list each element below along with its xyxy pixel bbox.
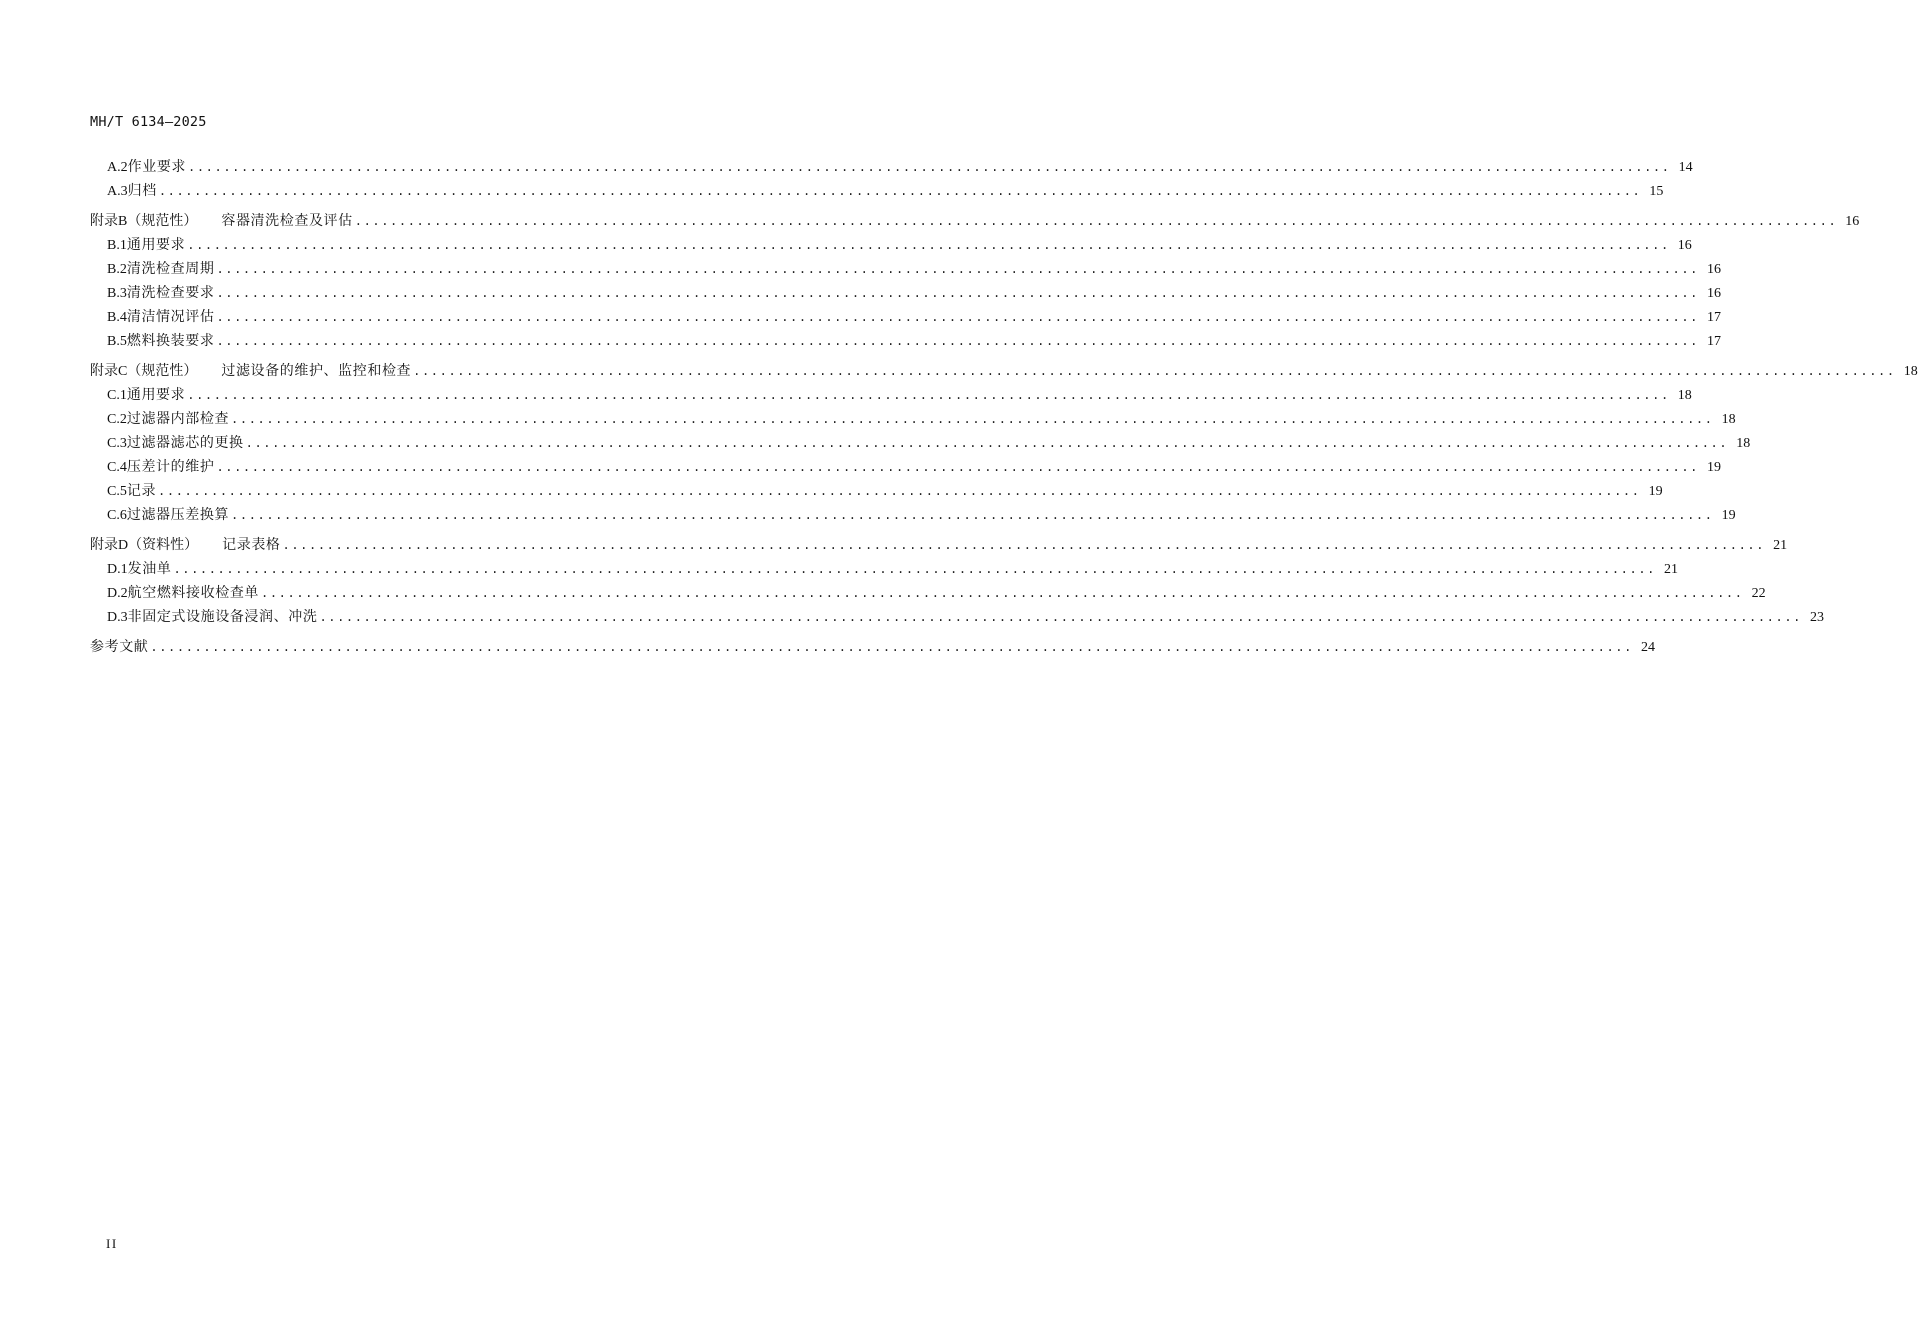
toc-entry-page: 16 (1707, 286, 1721, 301)
dot-leader: ........................................................................................................................................................................ (150, 640, 1633, 654)
dot-leader: ........................................................................................................................................................................ (173, 562, 1656, 576)
toc-annex-title: 过滤设备的维护、监控和检查 (221, 363, 412, 379)
toc-annex-title: 记录表格 (222, 537, 281, 553)
toc-entry-number: D.2 (107, 586, 128, 601)
toc-entry-page: 16 (1677, 238, 1692, 253)
toc-entry-number: C.5 (107, 484, 127, 499)
dot-leader: ........................................................................................................................................................................ (216, 460, 1699, 474)
dot-leader: ........................................................................................................................................................................ (216, 262, 1699, 276)
toc-entry-page: 23 (1809, 610, 1824, 625)
toc-entry-title: 清洁情况评估 (126, 309, 215, 325)
toc-annex-number: 附录B (90, 214, 128, 229)
toc-entry[interactable] (90, 282, 1721, 306)
toc-entry-page: 14 (1678, 160, 1693, 175)
toc-annex-number: 附录D (90, 538, 129, 553)
document-id: MH/T 6134—2025 (90, 114, 207, 130)
toc-annex-kind: （规范性） (127, 363, 198, 379)
toc-entry-title: 航空燃料接收检查单 (127, 585, 260, 601)
toc-entry[interactable] (90, 258, 1721, 282)
toc-entry-page: 18 (1903, 364, 1918, 379)
toc-annex-entry[interactable] (90, 360, 1918, 384)
toc-entry[interactable] (90, 558, 1678, 582)
toc-entry[interactable] (90, 384, 1692, 408)
toc-entry-title: 通用要求 (126, 237, 186, 253)
toc-entry-number: B.1 (107, 238, 127, 253)
toc-entry-number: C.1 (107, 388, 127, 403)
toc-entry-number: B.5 (107, 334, 127, 349)
page-number: II (106, 1236, 118, 1251)
dot-leader: ........................................................................................................................................................................ (158, 184, 1642, 198)
toc-entry-number: A.2 (107, 160, 128, 175)
toc-entry-page: 18 (1677, 388, 1692, 403)
toc-references-title: 参考文献 (90, 639, 149, 655)
toc-annex-kind: （规范性） (127, 213, 198, 229)
toc-entry-page: 19 (1721, 508, 1736, 523)
toc-annex-entry[interactable] (90, 210, 1860, 234)
toc-entry[interactable] (90, 456, 1721, 480)
toc-entry-number: D.3 (107, 610, 128, 625)
toc-entry-page: 21 (1663, 562, 1678, 577)
toc-entry[interactable] (90, 180, 1664, 204)
dot-leader: ........................................................................................................................................................................ (216, 310, 1699, 324)
toc-entry-number: B.3 (107, 286, 127, 301)
dot-leader: ........................................................................................................................................................................ (187, 388, 1670, 402)
dot-leader: ........................................................................................................................................................................ (158, 484, 1641, 498)
toc-entry-title: 非固定式设施设备浸润、冲洗 (127, 609, 318, 625)
toc-entry-title: 过滤器内部检查 (126, 411, 230, 427)
toc-annex-kind: （资料性） (128, 537, 199, 553)
toc-entry-page: 24 (1640, 640, 1655, 655)
toc-entry-page: 17 (1707, 310, 1721, 325)
toc-entry-page: 21 (1773, 538, 1788, 553)
toc-entry-page: 18 (1736, 436, 1751, 451)
dot-leader: ........................................................................................................................................................................ (231, 508, 1714, 522)
toc-entry-number: C.4 (107, 460, 127, 475)
toc-entry-page: 16 (1707, 262, 1721, 277)
toc-entry-number: A.3 (107, 184, 128, 199)
dot-leader: ........................................................................................................................................................................ (231, 412, 1714, 426)
toc-entry[interactable] (90, 504, 1736, 528)
toc-annex-number: 附录C (90, 364, 128, 379)
toc-entry-page: 19 (1648, 484, 1663, 499)
toc-entry-page: 19 (1707, 460, 1721, 475)
toc-entry[interactable] (90, 306, 1721, 330)
dot-leader: ........................................................................................................................................................................ (354, 214, 1838, 228)
toc-entry-title: 作业要求 (127, 159, 187, 175)
toc-entry-title: 发油单 (127, 561, 172, 577)
toc-entry-title: 清洗检查要求 (126, 285, 215, 301)
toc-entry-number: B.4 (107, 310, 127, 325)
toc-entry-number: C.6 (107, 508, 127, 523)
toc-entry-title: 燃料换装要求 (126, 333, 215, 349)
toc-entry-page: 15 (1649, 184, 1664, 199)
dot-leader: ........................................................................................................................................................................ (413, 364, 1896, 378)
toc-entry-number: C.3 (107, 436, 127, 451)
dot-leader: ........................................................................................................................................................................ (188, 160, 1671, 174)
dot-leader: ........................................................................................................................................................................ (245, 436, 1729, 450)
toc-entry-number: D.1 (107, 562, 128, 577)
toc-entry[interactable] (90, 234, 1692, 258)
toc-references-entry[interactable] (90, 636, 1655, 660)
toc-entry-title: 压差计的维护 (126, 459, 215, 475)
toc-entry-title: 记录 (126, 483, 157, 499)
toc-entry[interactable] (90, 480, 1663, 504)
toc-entry-page: 22 (1751, 586, 1766, 601)
dot-leader: ........................................................................................................................................................................ (261, 586, 1744, 600)
toc-entry[interactable] (90, 330, 1721, 354)
toc-entry-title: 清洗检查周期 (126, 261, 215, 277)
toc-entry-title: 过滤器压差换算 (126, 507, 230, 523)
toc-entry-number: C.2 (107, 412, 127, 427)
toc-entry[interactable] (90, 156, 1693, 180)
toc-entry-page: 17 (1707, 334, 1721, 349)
toc-entry[interactable] (90, 432, 1751, 456)
toc-entry-number: B.2 (107, 262, 127, 277)
dot-leader: ........................................................................................................................................................................ (216, 334, 1699, 348)
toc-entry-title: 归档 (127, 183, 157, 199)
toc-annex-entry[interactable] (90, 534, 1788, 558)
toc-entry-title: 通用要求 (126, 387, 186, 403)
toc-entry-title: 过滤器滤芯的更换 (126, 435, 244, 451)
toc-entry[interactable] (90, 582, 1766, 606)
dot-leader: ........................................................................................................................................................................ (216, 286, 1699, 300)
dot-leader: ........................................................................................................................................................................ (319, 610, 1802, 624)
dot-leader: ........................................................................................................................................................................ (187, 238, 1670, 252)
toc-entry-page: 18 (1721, 412, 1736, 427)
table-of-contents (90, 156, 1918, 660)
toc-entry[interactable] (90, 606, 1824, 630)
toc-entry[interactable] (90, 408, 1736, 432)
toc-annex-title: 容器清洗检查及评估 (221, 213, 353, 229)
toc-entry-page: 16 (1845, 214, 1860, 229)
dot-leader: ........................................................................................................................................................................ (282, 538, 1766, 552)
